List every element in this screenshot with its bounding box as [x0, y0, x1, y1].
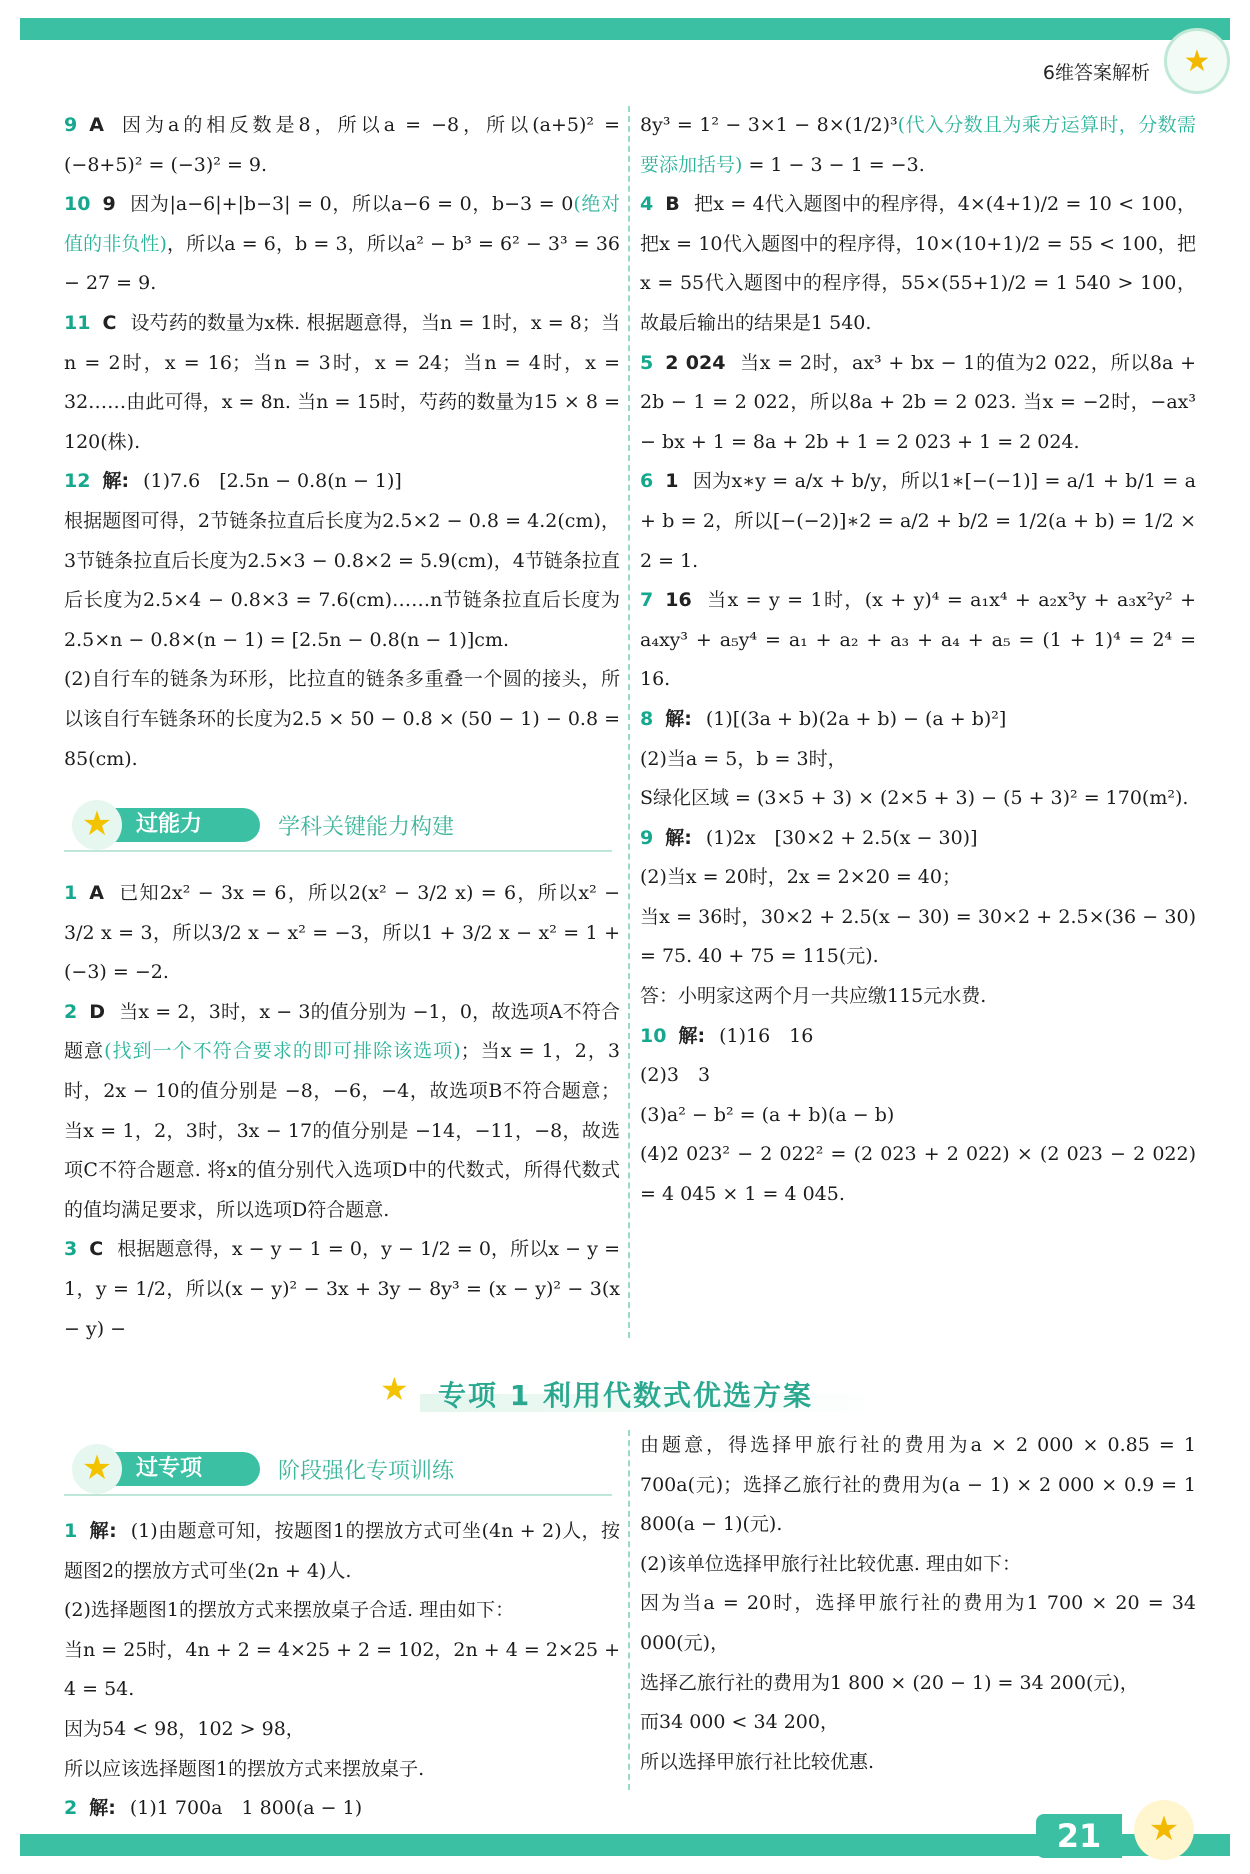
question-number: 5 — [640, 351, 654, 374]
answer-label: 2 024 — [665, 351, 726, 374]
answer-paragraph — [640, 700, 1196, 740]
answer-paragraph — [640, 1017, 1196, 1057]
bottom-right-answers — [640, 1426, 1196, 1782]
answer-label: A — [89, 882, 104, 904]
answer-note: (绝对值的非负性) — [64, 193, 620, 255]
banner-tag: 过能力 — [84, 808, 260, 842]
answer-paragraph — [64, 1750, 620, 1790]
mascot-star-icon: ★ — [1134, 1800, 1194, 1860]
answer-paragraph — [64, 660, 620, 779]
answer-paragraph — [640, 858, 1196, 898]
banner-tag: 过专项 — [84, 1452, 260, 1486]
answer-paragraph — [64, 1789, 620, 1829]
right-column-answers — [640, 106, 1196, 1215]
star-mascot-icon: ★ — [72, 1444, 122, 1494]
answer-label: A — [89, 114, 104, 136]
answer-paragraph — [64, 1230, 620, 1349]
answer-label: 9 — [102, 193, 116, 216]
top-color-band — [20, 18, 1230, 40]
answer-label: C — [102, 311, 117, 334]
answer-label: 1 — [665, 470, 679, 493]
answer-text: 根据题意得，x − y − 1 = 0，y − 1/2 = 0，所以x − y = 1，y = 1/2，所以(x − y)² − 3x + 3y − 8y³ = (x − y)² − 3(x − y) − — [64, 1238, 620, 1340]
answer-label: C — [89, 1238, 104, 1261]
answer-paragraph — [640, 106, 1196, 185]
answer-text: (1)16 16 — [719, 1024, 814, 1047]
answer-paragraph — [640, 819, 1196, 859]
answer-text: 因为x∗y = a/x + b/y，所以1∗[−(−1)] = a/1 + b/1 = a + b = 2，所以[−(−2)]∗2 = a/2 + b/2 = 1/2(a + b) = 1/2 × 2 = 1. — [640, 470, 1196, 572]
answer-note: (代入分数且为乘方运算时，分数需要添加括号) — [640, 114, 1196, 176]
question-number: 1 — [64, 882, 78, 904]
answer-text: 选择乙旅行社的费用为1 800 × (20 − 1) = 34 200(元)， — [640, 1671, 1139, 1694]
question-number: 4 — [640, 193, 654, 216]
question-number: 2 — [64, 1000, 78, 1023]
question-number: 6 — [640, 470, 654, 493]
answer-text: (2)当x = 20时，2x = 2×20 = 40； — [640, 866, 961, 889]
answer-text: 所以应该选择题图1的摆放方式来摆放桌子. — [64, 1757, 425, 1780]
answer-text: 8y³ = 1² − 3×1 − 8×(1/2)³ — [640, 114, 898, 136]
special-topic-heading — [380, 1366, 900, 1418]
answer-label: 解: — [665, 707, 692, 730]
answer-paragraph — [640, 740, 1196, 780]
answer-label: 解: — [89, 1797, 116, 1820]
answer-text: 根据题图可得，2节链条拉直后长度为2.5×2 − 0.8 = 4.2(cm)，3节链条拉直后长度为2.5×3 − 0.8×2 = 5.9(cm)，4节链条拉直后长度为2.5×4 − 0.8×3 = 7.6(cm)……n节链条拉直后长度为2.5×n − 0.8×(n − 1) = [2.5n − 0.8(n − 1)]cm. — [64, 509, 620, 651]
column-divider-top — [628, 106, 630, 1338]
answer-paragraph — [640, 1664, 1196, 1704]
answer-paragraph — [64, 874, 620, 993]
answer-paragraph — [640, 1135, 1196, 1214]
answer-label: D — [89, 1000, 106, 1023]
mascot-star-icon: ★ — [1164, 28, 1230, 94]
question-number: 9 — [64, 114, 78, 136]
answer-text: (1)由题意可知，按题图1的摆放方式可坐(4n + 2)人，按题图2的摆放方式可坐(2n + 4)人. — [64, 1520, 620, 1582]
answer-paragraph — [640, 1545, 1196, 1585]
answer-text: 当x = 2，3时，x − 3的值分别为 −1，0，故选项A不符合题意 — [64, 1000, 620, 1063]
answer-text: 答：小明家这两个月一共应缴115元水费. — [640, 985, 987, 1008]
answer-text: 因为a的相反数是8，所以a = −8，所以(a+5)² = (−8+5)² = (−3)² = 9. — [64, 114, 620, 176]
answer-text: (2)自行车的链条为环形，比拉直的链条多重叠一个圆的接头，所以该自行车链条环的长度为2.5 × 50 − 0.8 × (50 − 1) − 0.8 = 85(cm). — [64, 668, 620, 770]
answer-text: 因为|a−6|+|b−3| = 0，所以a−6 = 0，b−3 = 0 — [129, 193, 574, 216]
banner-divider — [64, 1494, 612, 1496]
answer-paragraph — [640, 977, 1196, 1017]
answer-paragraph — [640, 1056, 1196, 1096]
column-divider-bottom — [628, 1430, 630, 1790]
answer-text: (1)7.6 [2.5n − 0.8(n − 1)] — [143, 470, 402, 493]
answer-paragraph — [64, 1710, 620, 1750]
question-number: 11 — [64, 311, 91, 334]
section-banner-guo-zhuanxiang — [64, 1444, 612, 1496]
page-header-title: 6维答案解析 — [1042, 62, 1150, 84]
answer-text: (1)1 700a 1 800(a − 1) — [129, 1797, 363, 1820]
question-number: 9 — [640, 826, 654, 849]
answer-paragraph — [640, 1584, 1196, 1663]
answer-text: (1)[(3a + b)(2a + b) − (a + b)²] — [705, 707, 1007, 730]
answer-paragraph — [64, 106, 620, 185]
answer-text-continued: ，所以a = 6，b = 3，所以a² − b³ = 6² − 3³ = 36 − 27 = 9. — [64, 232, 620, 295]
banner-divider — [64, 850, 612, 852]
answer-text: (3)a² − b² = (a + b)(a − b) — [640, 1103, 895, 1126]
answer-paragraph — [64, 462, 620, 502]
answer-text: 设芍药的数量为x株. 根据题意得，当n = 1时，x = 8；当n = 2时，x = 16；当n = 3时，x = 24；当n = 4时，x = 32……由此可得，x = 8n. 当n = 15时，芍药的数量为15 × 8 = 120(株). — [64, 311, 620, 453]
answer-paragraph — [64, 993, 620, 1231]
answer-label: 16 — [665, 589, 692, 612]
answer-paragraph — [64, 1631, 620, 1710]
question-number: 10 — [64, 193, 91, 216]
star-mascot-icon: ★ — [72, 800, 122, 850]
question-number: 2 — [64, 1797, 78, 1820]
answer-text: 因为54 < 98，102 > 98， — [64, 1717, 305, 1740]
answer-text: (4)2 023² − 2 022² = (2 023 + 2 022) × (2 023 − 2 022) = 4 045 × 1 = 4 045. — [640, 1143, 1196, 1206]
answer-note: (找到一个不符合要求的即可排除该选项) — [104, 1040, 461, 1063]
answer-label: B — [665, 193, 680, 216]
answer-paragraph — [640, 898, 1196, 977]
answer-paragraph — [640, 1096, 1196, 1136]
answer-label: 解: — [89, 1520, 117, 1542]
question-number: 3 — [64, 1238, 78, 1261]
answer-label: 解: — [678, 1024, 706, 1047]
answer-paragraph — [64, 304, 620, 462]
answer-text: 而34 000 < 34 200， — [640, 1711, 839, 1734]
question-number: 8 — [640, 707, 654, 730]
answer-text: 因为当a = 20时，选择甲旅行社的费用为1 700 × 20 = 34 000(元)， — [640, 1592, 1196, 1654]
answer-text: 由题意，得选择甲旅行社的费用为a × 2 000 × 0.85 = 1 700a(元)；选择乙旅行社的费用为(a − 1) × 2 000 × 0.9 = 1 800(a − 1)(元). — [640, 1434, 1196, 1536]
answer-paragraph — [640, 779, 1196, 819]
section-banner-guo-nengli — [64, 800, 612, 852]
answer-text: 当x = 36时，30×2 + 2.5(x − 30) = 30×2 + 2.5×(36 − 30) = 75. 40 + 75 = 115(元). — [640, 905, 1196, 968]
answer-paragraph — [640, 1743, 1196, 1783]
answer-text: (2)选择题图1的摆放方式来摆放桌子合适. 理由如下： — [64, 1599, 515, 1622]
answer-text: 当n = 25时，4n + 2 = 4×25 + 2 = 102，2n + 4 = 2×25 + 4 = 54. — [64, 1638, 620, 1701]
question-number: 1 — [64, 1520, 78, 1542]
answer-label: 解: — [102, 470, 130, 493]
answer-text: 当x = y = 1时，(x + y)⁴ = a₁x⁴ + a₂x³y + a₃x²y² + a₄xy³ + a₅y⁴ = a₁ + a₂ + a₃ + a₄ + a₅ = (1 + 1)⁴ = 2⁴ = 16. — [640, 589, 1196, 691]
question-number: 7 — [640, 589, 654, 612]
answer-paragraph — [640, 581, 1196, 700]
answer-text-continued: ；当x = 1，2，3时，2x − 10的值分别是 −8，−6，−4，故选项B不符合题意；当x = 1，2，3时，3x − 17的值分别是 −14，−11，−8，故选项C不符合题意. 将x的值分别代入选项D中的代数式，所得代数式的值均满足要求，所以选项D符合题意. — [64, 1040, 621, 1221]
answer-text-continued: = 1 − 3 − 1 = −3. — [742, 153, 925, 176]
banner-subtitle: 阶段强化专项训练 — [278, 1459, 455, 1484]
answer-paragraph — [64, 1512, 620, 1591]
page-number: 21 — [1036, 1814, 1122, 1858]
answer-text: 当x = 2时，ax³ + bx − 1的值为2 022，所以8a + 2b − 1 = 2 022，所以8a + 2b = 2 023. 当x = −2时，−ax³ − bx + 1 = 8a + 2b + 1 = 2 023 + 1 = 2 024. — [640, 351, 1196, 453]
answer-text: (2)该单位选择甲旅行社比较优惠. 理由如下： — [640, 1552, 1021, 1575]
banner-subtitle: 学科关键能力构建 — [278, 815, 455, 840]
answer-label: 解: — [665, 826, 692, 849]
answer-paragraph — [640, 1703, 1196, 1743]
question-number: 12 — [64, 470, 91, 493]
special-topic-title: 专项 1 利用代数式优选方案 — [438, 1379, 813, 1412]
answer-text: (1)2x [30×2 + 2.5(x − 30)] — [705, 826, 978, 849]
answer-text: (2)当a = 5，b = 3时， — [640, 747, 847, 770]
question-number: 10 — [640, 1024, 667, 1047]
answer-paragraph — [64, 502, 620, 660]
bottom-left-answers — [64, 1512, 620, 1829]
answer-paragraph — [640, 1426, 1196, 1545]
answer-text: 所以选择甲旅行社比较优惠. — [640, 1750, 875, 1773]
answer-paragraph — [640, 344, 1196, 463]
left-column-answers — [64, 106, 620, 779]
answer-paragraph — [64, 1591, 620, 1631]
answer-text: 把x = 4代入题图中的程序得，4×(4+1)/2 = 10 < 100，把x = 10代入题图中的程序得，10×(10+1)/2 = 55 < 100，把x = 55代入题图中的程序得，55×(55+1)/2 = 1 540 > 100，故最后输出的结果是1 540. — [640, 193, 1196, 334]
answer-paragraph — [640, 462, 1196, 581]
star-icon: ★ — [380, 1370, 409, 1408]
answer-paragraph — [640, 185, 1196, 343]
answer-text: (2)3 3 — [640, 1064, 711, 1087]
left-column-ability-answers — [64, 874, 620, 1349]
answer-paragraph — [64, 185, 620, 304]
answer-text: S绿化区域 = (3×5 + 3) × (2×5 + 3) − (5 + 3)² = 170(m²). — [640, 787, 1189, 810]
answer-text: 已知2x² − 3x = 6，所以2(x² − 3/2 x) = 6，所以x² − 3/2 x = 3，所以3/2 x − x² = −3，所以1 + 3/2 x − x² = 1 + (−3) = −2. — [64, 882, 620, 984]
